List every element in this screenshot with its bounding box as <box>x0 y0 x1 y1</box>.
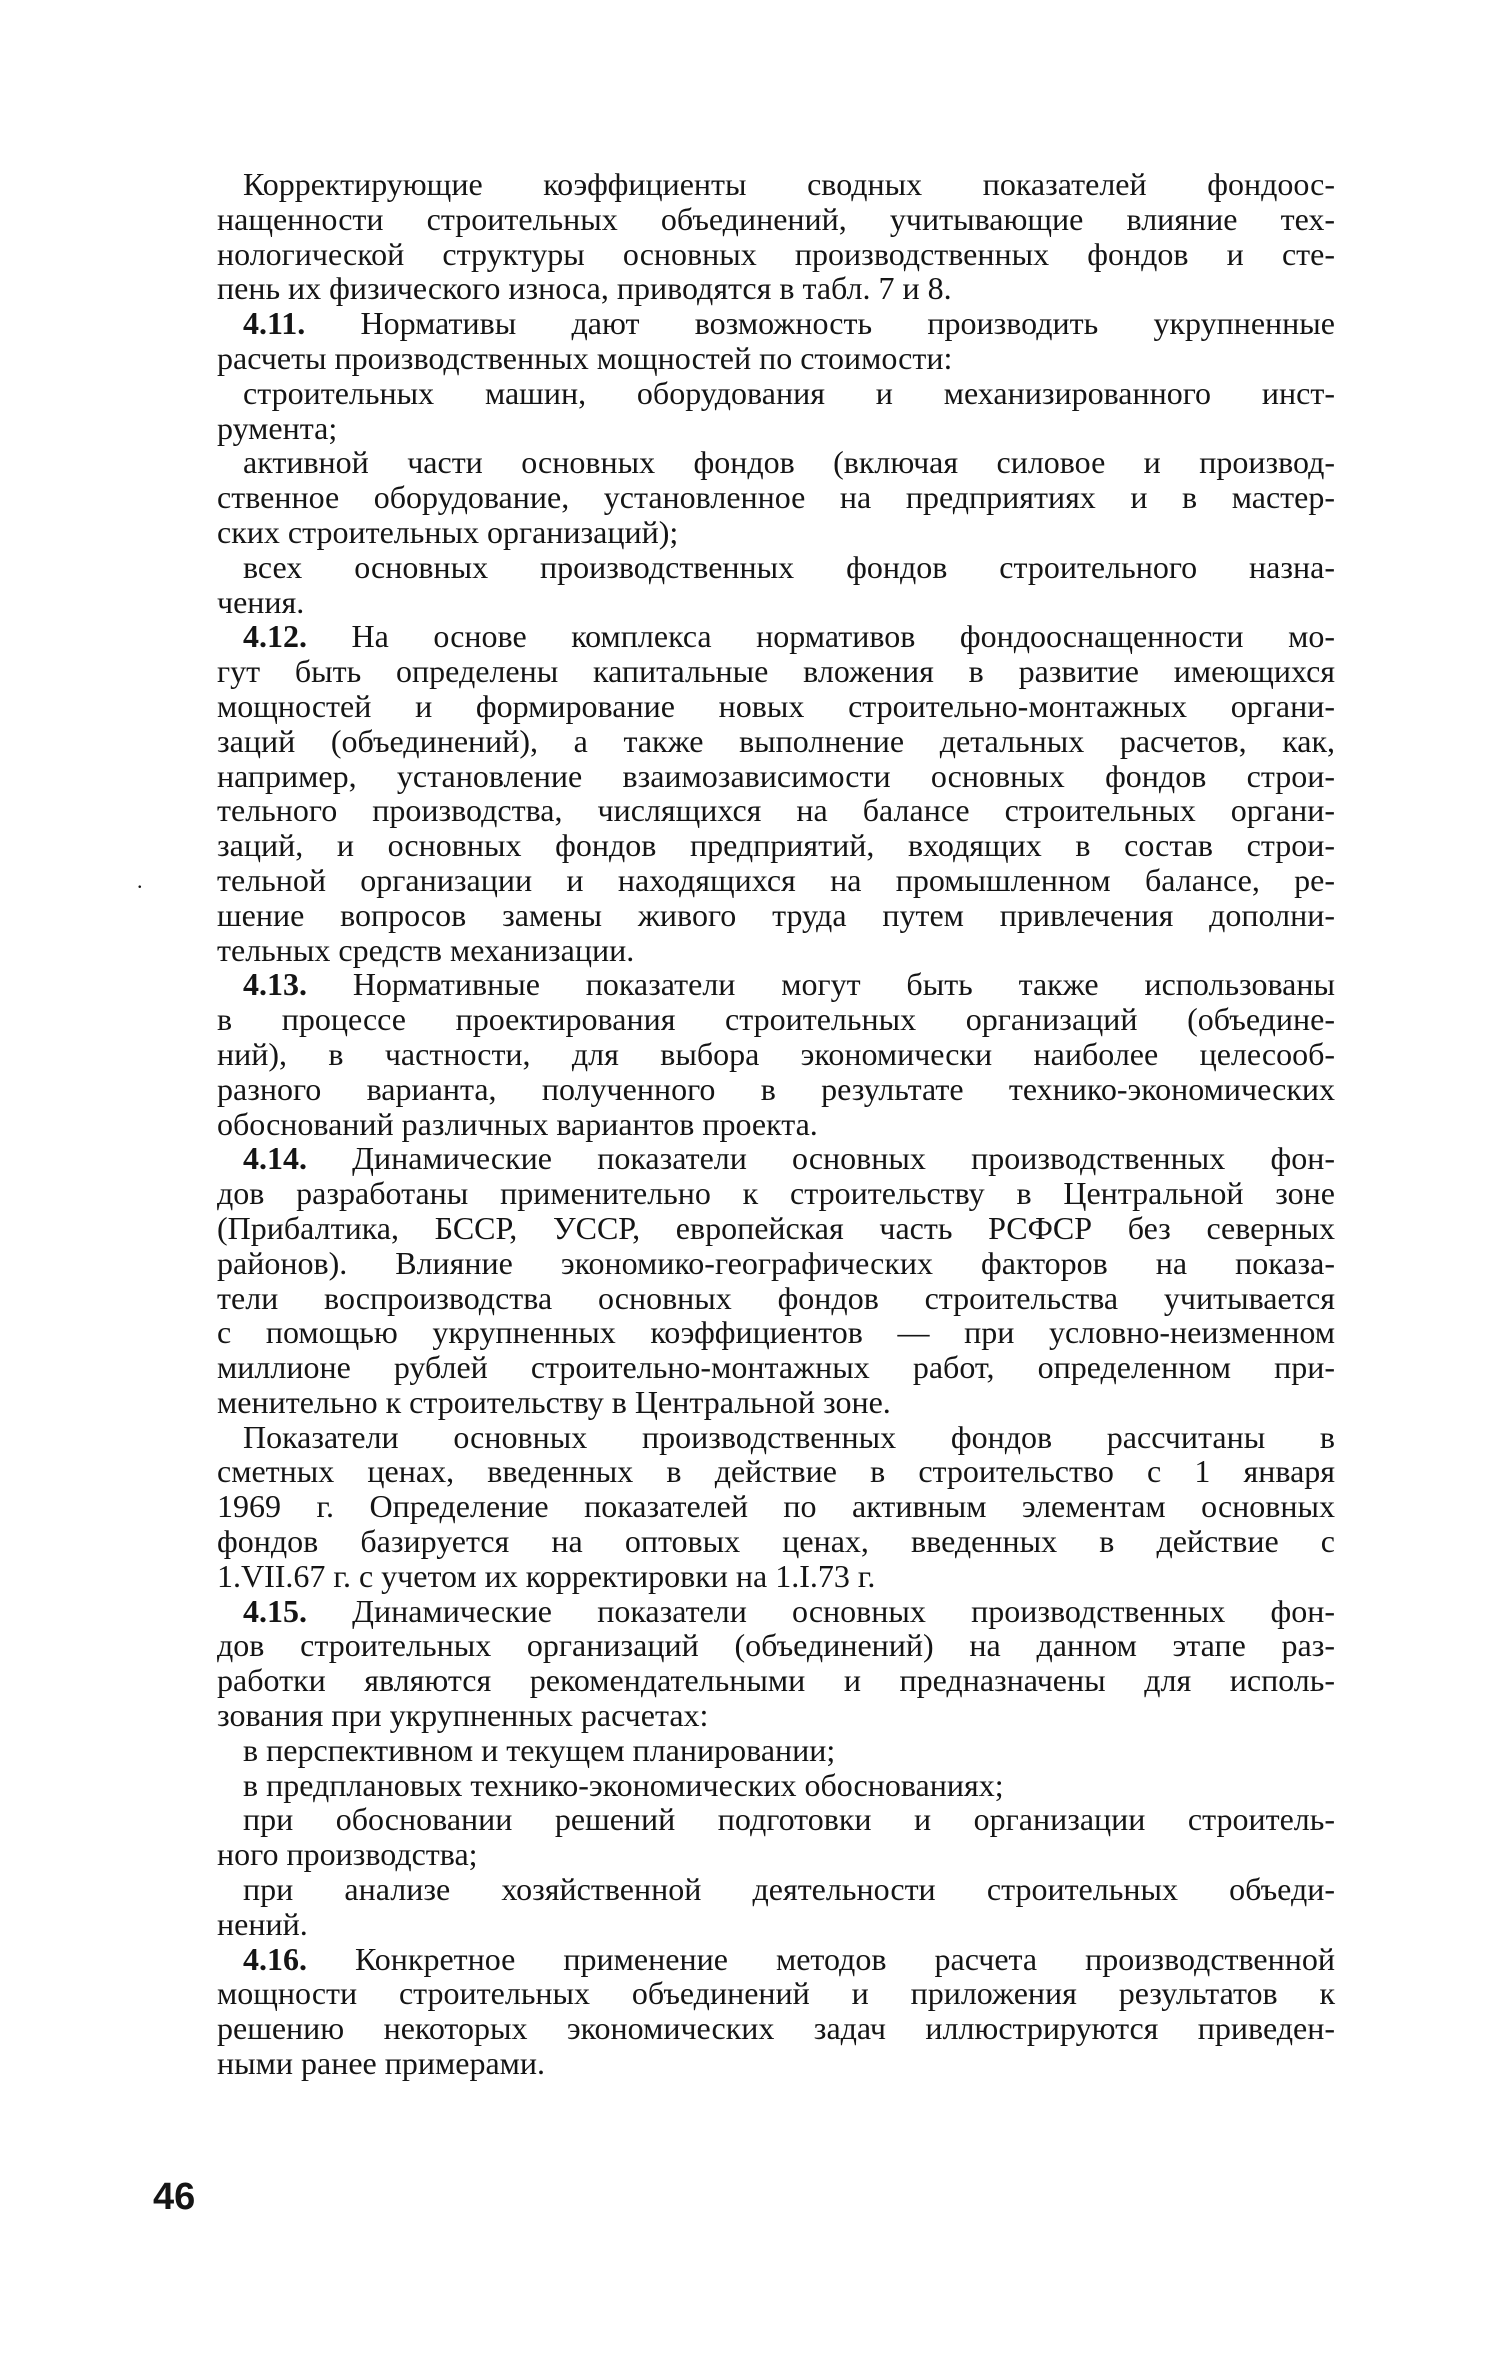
text-line: Корректирующие коэффициенты сводных показателей фондоос- <box>243 166 1335 202</box>
text-line: дов строительных организаций (объединений) на данном этапе раз- <box>217 1627 1335 1664</box>
text-line <box>217 619 1335 654</box>
text-line: мощности строительных объединений и приложения результатов к <box>217 1975 1335 2012</box>
body-text <box>217 167 1335 2081</box>
text-line: разного варианта, полученного в результате технико-экономических <box>217 1070 1335 1107</box>
text-line <box>217 1141 1335 1176</box>
paragraph-p4 <box>217 445 1335 549</box>
text-line: миллионе рублей строительно-монтажных работ, определенном при- <box>217 1349 1335 1386</box>
page-number: 46 <box>153 2176 196 2218</box>
paragraph-p7 <box>217 967 1335 1141</box>
text-line: дов разработаны применительно к строительству в Центральной зоне <box>217 1175 1335 1212</box>
text-line: чения. <box>217 583 305 620</box>
text-line: румента; <box>217 409 338 446</box>
text-line: тельной организации и находящихся на промышленном балансе, ре- <box>217 861 1335 898</box>
text-line: ного производства; <box>217 1836 478 1873</box>
text-line: работки являются рекомендательными и предназначены для исполь- <box>217 1662 1335 1699</box>
text-line: шение вопросов замены живого труда путем привлечения дополни- <box>217 896 1335 933</box>
paragraph-p14 <box>217 1872 1335 1942</box>
text-line: зования при укрупненных расчетах: <box>217 1697 709 1734</box>
text-line: районов). Влияние экономико-географических факторов на показа- <box>217 1244 1335 1281</box>
text-line <box>217 1942 1335 1977</box>
text-line: решению некоторых экономических задач иллюстрируются приведен- <box>217 2010 1335 2047</box>
text-line: в предплановых технико-экономических обоснованиях; <box>243 1766 1004 1803</box>
text-line: менительно к строительству в Центральной зоне. <box>217 1383 891 1420</box>
text-line: с помощью укрупненных коэффициентов — при условно-неизменном <box>217 1314 1335 1351</box>
line-text: Нормативные показатели могут быть также использованы <box>307 966 1335 1003</box>
text-line: тельных средств механизации. <box>217 931 635 968</box>
text-line: например, установление взаимозависимости основных фондов строи- <box>217 757 1335 794</box>
text-line: 1.VII.67 г. с учетом их корректировки на 1.I.73 г. <box>217 1557 876 1594</box>
text-line: обоснований различных вариантов проекта. <box>217 1105 818 1142</box>
line-text: Динамические показатели основных производственных фон- <box>307 1592 1335 1629</box>
text-line: нащенности строительных объединений, учитывающие влияние тех- <box>217 200 1335 237</box>
text-line: тельного производства, числящихся на балансе строительных органи- <box>217 792 1335 829</box>
paragraph-p2 <box>217 306 1335 376</box>
text-line <box>217 1594 1335 1629</box>
text-line: сметных ценах, введенных в действие в строительство с 1 января <box>217 1453 1335 1490</box>
text-line: ний), в частности, для выбора экономически наиболее целесооб- <box>217 1035 1335 1072</box>
line-text: Конкретное применение методов расчета производственной <box>307 1940 1335 1977</box>
paragraph-p6 <box>217 619 1335 967</box>
text-line: в процессе проектирования строительных организаций (объедине- <box>217 1001 1335 1038</box>
paragraph-p8 <box>217 1141 1335 1419</box>
section-number: 4.13. <box>243 966 307 1003</box>
text-line: расчеты производственных мощностей по стоимости: <box>217 339 953 376</box>
text-line: заций (объединений), а также выполнение детальных расчетов, как, <box>217 722 1335 759</box>
paragraph-p15 <box>217 1942 1335 2081</box>
text-line: в перспективном и текущем планировании; <box>243 1731 836 1768</box>
text-line: при обосновании решений подготовки и организации строитель- <box>243 1801 1335 1838</box>
text-line: ственное оборудование, установленное на предприятиях и в мастер- <box>217 479 1335 516</box>
line-text: На основе комплекса нормативов фондооснащенности мо- <box>307 618 1335 655</box>
paragraph-p10 <box>217 1594 1335 1733</box>
text-line: фондов базируется на оптовых ценах, введенных в действие с <box>217 1523 1335 1560</box>
paragraph-p5 <box>217 550 1335 620</box>
text-line: нений. <box>217 1905 308 1942</box>
section-number: 4.11. <box>243 305 306 342</box>
text-line: Показатели основных производственных фондов рассчитаны в <box>243 1418 1335 1455</box>
text-line: 1969 г. Определение показателей по активным элементам основных <box>217 1488 1335 1525</box>
paragraph-p1 <box>217 167 1335 306</box>
text-line: строительных машин, оборудования и механизированного инст- <box>243 374 1335 411</box>
text-line: ских строительных организаций); <box>217 513 679 550</box>
text-line: (Прибалтика, БССР, УССР, европейская часть РСФСР без северных <box>217 1209 1335 1246</box>
text-line: мощностей и формирование новых строительно-монтажных органи- <box>217 687 1335 724</box>
text-line: активной части основных фондов (включая силовое и производ- <box>243 444 1335 481</box>
section-number: 4.15. <box>243 1592 307 1629</box>
line-text: Нормативы дают возможность производить укрупненные <box>305 305 1335 342</box>
line-text: Динамические показатели основных производственных фон- <box>307 1140 1335 1177</box>
paragraph-p13 <box>217 1802 1335 1872</box>
text-line: гут быть определены капитальные вложения в развитие имеющихся <box>217 653 1335 690</box>
text-line: тели воспроизводства основных фондов строительства учитывается <box>217 1279 1335 1316</box>
text-line: пень их физического износа, приводятся в табл. 7 и 8. <box>217 270 952 307</box>
text-line: при анализе хозяйственной деятельности строительных объеди- <box>243 1871 1335 1908</box>
paragraph-p12 <box>217 1768 1335 1803</box>
text-line: всех основных производственных фондов строительного назна- <box>243 548 1335 585</box>
section-number: 4.12. <box>243 618 307 655</box>
section-number: 4.14. <box>243 1140 307 1177</box>
paragraph-p3 <box>217 376 1335 446</box>
paragraph-p11 <box>217 1733 1335 1768</box>
text-line: нологической структуры основных производственных фондов и сте- <box>217 235 1335 272</box>
section-number: 4.16. <box>243 1940 307 1977</box>
paragraph-p9 <box>217 1420 1335 1594</box>
text-line <box>217 306 1335 341</box>
text-line: заций, и основных фондов предприятий, входящих в состав строи- <box>217 827 1335 864</box>
stray-mark: . <box>137 868 143 893</box>
text-line <box>217 967 1335 1002</box>
text-line: ными ранее примерами. <box>217 2045 546 2082</box>
